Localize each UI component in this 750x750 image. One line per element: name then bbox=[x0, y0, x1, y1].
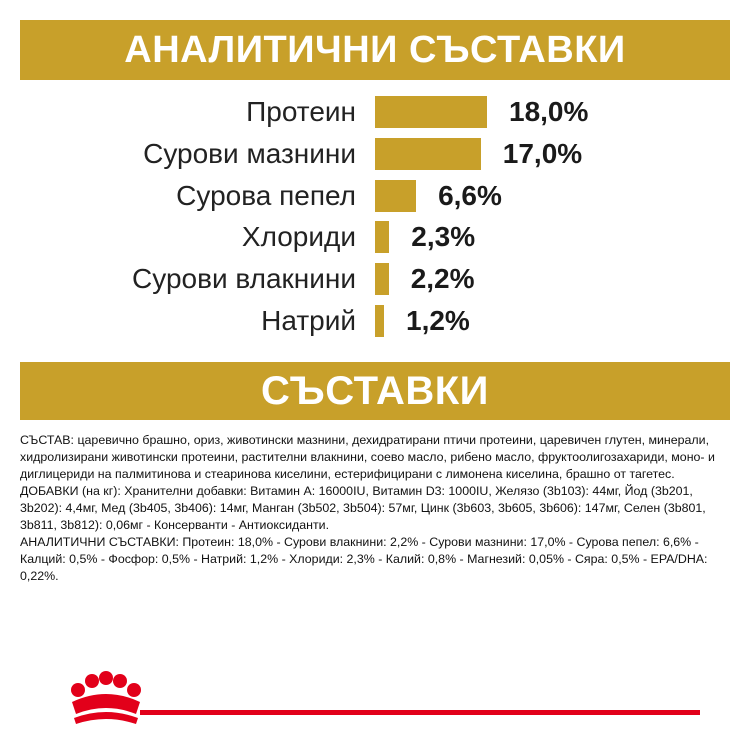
analytics-bar bbox=[375, 263, 389, 295]
analytics-label: Протеин bbox=[246, 96, 356, 127]
brand-red-line bbox=[140, 710, 700, 715]
composition-text bbox=[20, 432, 732, 585]
royal-canin-crown-icon bbox=[64, 668, 148, 728]
analytics-label: Натрий bbox=[261, 305, 356, 336]
analytics-row bbox=[0, 92, 750, 132]
analytics-row bbox=[0, 259, 750, 299]
analytical-constituents-title: АНАЛИТИЧНИ СЪСТАВКИ bbox=[124, 28, 626, 71]
ingredients-title: СЪСТАВКИ bbox=[261, 368, 489, 413]
analytics-value: 1,2% bbox=[406, 305, 470, 336]
analytics-label: Сурови мазнини bbox=[143, 137, 356, 169]
analytics-bar bbox=[375, 221, 389, 253]
analytics-value: 18,0% bbox=[509, 96, 589, 127]
analytics-value: 17,0% bbox=[502, 137, 583, 169]
analytics-row bbox=[0, 301, 750, 341]
analytics-bar bbox=[375, 96, 487, 128]
analytics-bar bbox=[375, 180, 416, 212]
analytical-constituents-banner bbox=[20, 20, 730, 80]
composition-paragraph: СЪСТАВ: царевично брашно, ориз, животински мазнини, дехидратирани птичи протеини, царевичен глутен, минерали, хидролизирани животински протеини, растителни влакнини, соево масло, рибено масло, фруктоолигозахариди, моно- и диглицериди на палмитинова и стеаринова киселини, естерифицирани с лимонена киселина, брашно от тагетес. bbox=[20, 433, 715, 481]
analytics-row bbox=[0, 217, 750, 257]
analytics-row bbox=[0, 176, 750, 216]
analytics-label: Хлориди bbox=[241, 221, 356, 253]
analytics-label: Сурова пепел bbox=[176, 179, 356, 211]
analytics-bar bbox=[375, 305, 384, 337]
analytics-label: Сурови влакнини bbox=[132, 263, 356, 295]
analytics-value: 2,3% bbox=[411, 221, 476, 253]
analytics-value: 2,2% bbox=[410, 263, 475, 295]
analytical-paragraph: АНАЛИТИЧНИ СЪСТАВКИ: Протеин: 18,0% - Сурови влакнини: 2,2% - Сурови мазнини: 17,0% - Сурова пепел: 6,6% - Калций: 0,5% - Фосфор: 0,5% - Натрий: 1,2% - Хлориди: 2,3% - Калий: 0,8% - Магнезий: 0,05% - Сяра: 0,5% - EPA/DHA: 0,22%. bbox=[20, 535, 708, 583]
analytics-bar bbox=[375, 138, 481, 170]
analytics-row bbox=[0, 134, 750, 174]
analytics-value: 6,6% bbox=[438, 179, 502, 211]
ingredients-banner bbox=[20, 362, 730, 420]
additives-paragraph: ДОБАВКИ (на кг): Хранителни добавки: Витамин А: 16000IU, Витамин D3: 1000IU, Желязо (3b103): 44мг, Йод (3b201, 3b202): 4,4мг, Мед (3b405, 3b406): 14мг, Манган (3b502, 3b504): 57мг, Цинк (3b603, 3b605, 3b606): 147мг, Селен (3b801, 3b811, 3b812): 0,06мг - Консерванти - Антиоксиданти. bbox=[20, 484, 706, 532]
